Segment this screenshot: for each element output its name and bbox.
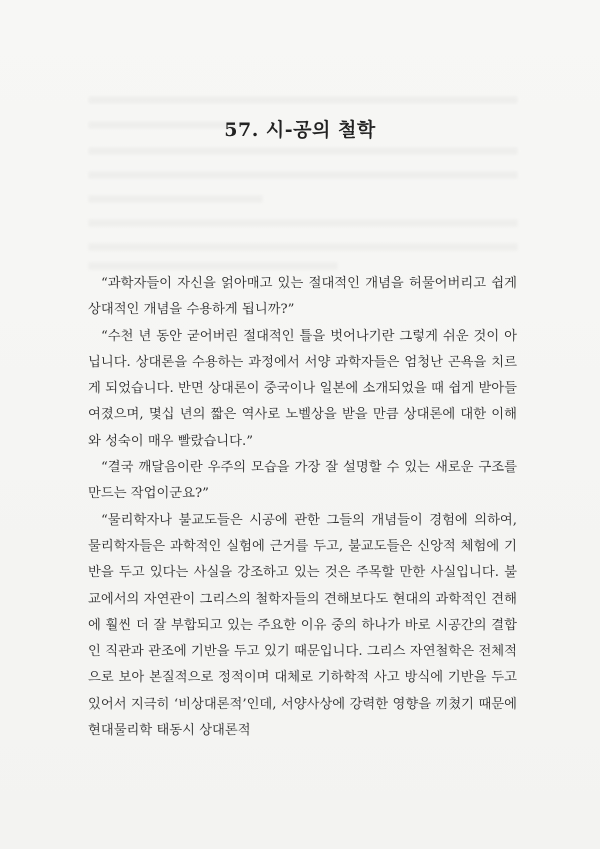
bleed-through-line: [88, 171, 518, 179]
bleed-through-line: [88, 96, 518, 104]
paragraph: “물리학자나 불교도들은 시공에 관한 그들의 개념들이 경험에 의하여, 물리학자들은 과학적인 실험에 근거를 두고, 불교도들은 신앙적 체험에 기반을 두고 있다는 사실을 강조하고 있는 것은 주목할 만한 사실입니다. 불교에서의 자연관이 그리스의 철학자들의 견해보다도 현대의 과학적인 견해에 훨씬 더 잘 부합되고 있는 주요한 이유 중의 하나가 바로 시공간의 결합인 직관과 관조에 기반을 두고 있기 때문입니다. 그리스 자연철학은 전체적으로 보아 본질적으로 정적이며 대체로 기하학적 사고 방식에 기반을 두고 있어서 지극히 ‘비상대론적’인데, 서양사상에 강력한 영향을 끼쳤기 때문에 현대물리학 태동시 상대론적: [88, 512, 517, 739]
body-text: [88, 271, 517, 744]
bleed-through-line: [88, 219, 518, 227]
bleed-through-line: [88, 243, 518, 251]
bleed-through-line: [88, 147, 518, 155]
paragraph: “결국 깨달음이란 우주의 모습을 가장 잘 설명할 수 있는 새로운 구조를 만드는 작업이군요?”: [88, 460, 517, 502]
bleed-through-line: [88, 195, 263, 203]
bleed-through-line: [88, 262, 338, 270]
paragraph: “과학자들이 자신을 얽아매고 있는 절대적인 개념을 허물어버리고 쉽게 상대적인 개념을 수용하게 됩니까?”: [88, 276, 517, 318]
page-title: 57. 시-공의 철학: [224, 118, 376, 141]
paragraph: “수천 년 동안 굳어버린 절대적인 틀을 벗어나기란 그렇게 쉬운 것이 아닙니다. 상대론을 수용하는 과정에서 서양 과학자들은 엄청난 곤욕을 치르게 되었습니다. 반면 상대론이 중국이나 일본에 소개되었을 때 쉽게 받아들여졌으며, 몇십 년의 짧은 역사로 노벨상을 받을 만큼 상대론에 대한 이해와 성숙이 매우 빨랐습니다.”: [88, 328, 517, 449]
